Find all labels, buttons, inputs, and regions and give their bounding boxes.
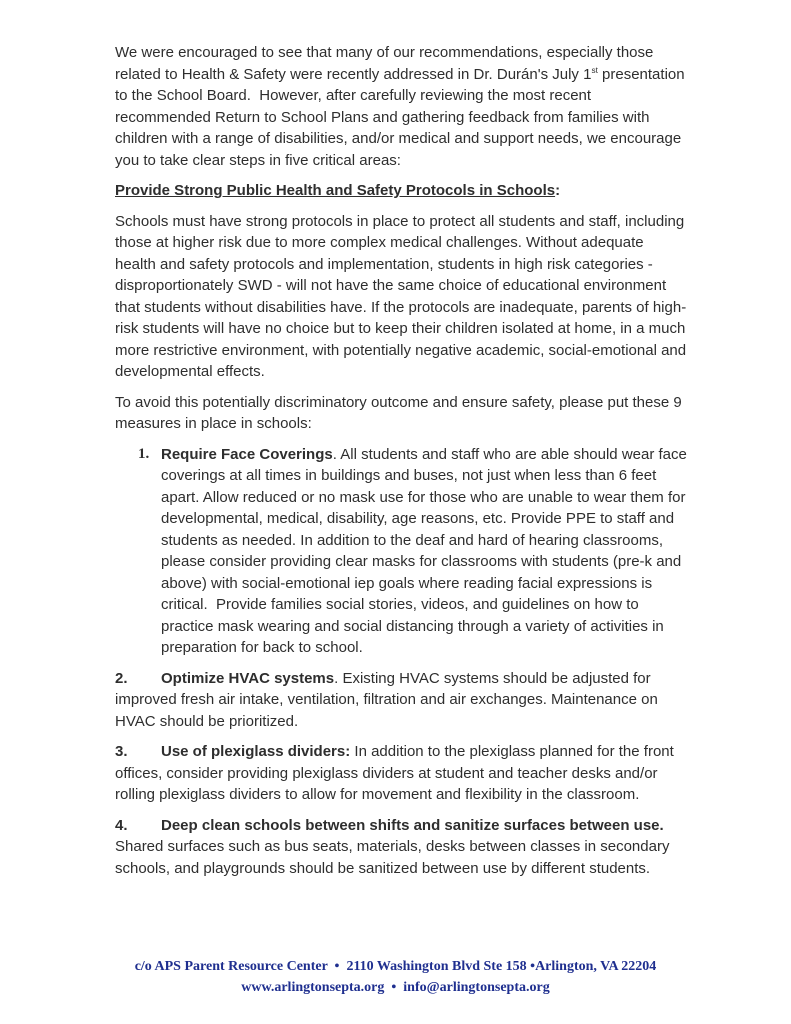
intro-text: We were encouraged to see that many of our recommendations, especially those related to Health & Safety were recently addressed in Dr. Durán's July 1 [115,44,658,83]
measure-item-4 [115,815,687,880]
footer-address-line: c/o APS Parent Resource Center • 2110 Washington Blvd Ste 158 •Arlington, VA 22204 [134,959,657,974]
list-number-4: 4. [115,816,128,834]
section-heading [115,180,687,202]
section-heading-text: Provide Strong Public Health and Safety Protocols in Schools [115,182,556,199]
list-number-1: 1. [138,445,150,462]
measure-item-3 [115,741,687,806]
intro-paragraph [115,42,687,171]
measure-3-body: In addition to the plexiglass planned for the front offices, consider providing plexiglass dividers at student and teacher desks and/or rolling plexiglass dividers to allow for movement and flexibility in the classroom. [115,743,678,803]
list-number-3: 3. [115,743,128,760]
measure-item-2 [115,668,687,733]
section-heading-colon: : [555,182,561,199]
measure-1-content [161,444,692,659]
measure-2-body: . Existing HVAC systems should be adjusted for improved fresh air intake, ventilation, filtration and air exchanges. Maintenance on HVAC should be prioritized. [115,669,662,730]
protocols-paragraph: Schools must have strong protocols in place to protect all students and staff, including those at higher risk due to more complex medical challenges. Without adequate health and safety protocols and implementation, students in high risk categories - disproportionately SWD - will not have the same choice of educational environment that students without disabilities have. If the protocols are inadequate, parents of high-risk students will have no choice but to keep their children isolated at home, in a much more restrictive environment, with potentially negative academic, social-emotional and developmental effects. [115,212,691,380]
footer-contact-line: www.arlingtonsepta.org • info@arlingtonsepta.org [241,980,550,995]
list-number-2: 2. [115,669,128,687]
measure-4-title: Deep clean schools between shifts and sanitize surfaces between use. [161,816,664,834]
measure-2-title: Optimize HVAC systems [161,669,335,687]
measure-item-1 [115,444,692,659]
intro-text-continued: presentation to the School Board. However, after carefully reviewing the most recent recommended Return to School Plans and gathering feedback from families with children with a range of disabilities, and/or medical and support needs, we encourage you to take clear steps in five critical areas: [115,65,689,169]
page-footer [0,956,791,998]
measure-3-title: Use of plexiglass dividers: [161,743,351,760]
measure-4-body: Shared surfaces such as bus seats, materials, desks between classes in secondary schools, and playgrounds should be sanitized between use by different students. [115,816,674,877]
measure-1-title: Require Face Coverings [161,445,333,463]
ordinal-superscript: st [591,65,598,75]
measure-1-body: . All students and staff who are able should wear face coverings at all times in buildings and buses, not just when less than 6 feet apart. Allow reduced or no mask use for those who are unable to wear them for developmental, medical, disability, age reasons, etc. Provide PPE to staff and students as needed. In addition to the deaf and hard of hearing classrooms, please consider providing clear masks for classrooms with students (pre-k and above) with social-emotional iep goals where reading facial expressions is critical. Provide families social stories, videos, and guidelines on how to practice mask wearing and social distancing through a variety of activities in preparation for back to school. [161,445,692,656]
measures-intro-paragraph: To avoid this potentially discriminatory outcome and ensure safety, please put these 9 measures in place in schools: [115,393,686,432]
